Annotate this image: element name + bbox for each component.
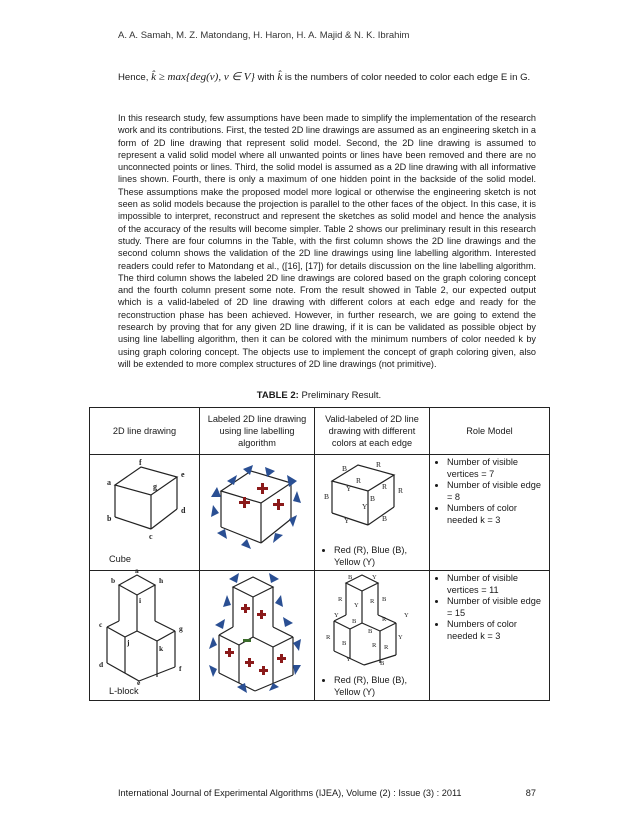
results-table (89, 407, 550, 701)
lblock-labeled-drawing (203, 573, 311, 695)
plus-icon (277, 654, 286, 663)
vertex-label: j (127, 638, 130, 647)
vertex-label: d (99, 660, 104, 669)
edge-color-label: R (398, 486, 404, 495)
formula-sentence (118, 70, 536, 85)
cube-note-edges: • Number of visible edge = 8 (447, 480, 546, 503)
arrow-icon (223, 595, 231, 607)
edge-color-label: R (372, 642, 377, 649)
lblock-colored-drawing (318, 573, 426, 667)
vertex-label: h (159, 576, 164, 585)
cube-labeled-drawing (203, 457, 311, 563)
degree-formula: k̂ ≥ max{deg(v), v ∈ V} (151, 71, 255, 83)
arrow-icon (209, 665, 217, 677)
arrow-icon (273, 533, 283, 543)
arrow-icon (283, 617, 293, 627)
edge-color-label: R (370, 598, 375, 605)
arrow-icon (293, 639, 301, 651)
table-header-row (90, 408, 550, 455)
body-paragraph: In this research study, few assumptions have been made to simplify the implementation of the research work and its contributions. First, the tested 2D line drawings are assumed as an engineering sketch in a form of 2D line drawing that represent solid model. Second, the 2D line drawing is assumed to represent a valid solid model where all unwanted points or lines have been removed and there are no unconnected points or lines. Third, the solid model is assumed as a 2D line drawing with all informative lines shown. Fourth, there is only a maximum of one hidden point in the backside of the solid model. These assumptions make the proposed model more logical or otherwise the engineering sketch is not seen as solid models because the projection is parallel to the other faces of the object. In this case, it is impossible to interpret, reconstruct and represent the sketches as solid model and hence the analysis of the accuracy of the results will become simpler. Table 2 shows our preliminary result in this research study. There are four columns in the Table, with the first column shows the 2D line drawings and the second column shows the validation of the 2D line drawings using line labelling algorithm. Interested readers could refer to Matondang et al., ([16], [17]) for details discussion on the line labelling algorithm. The third column shows the labeled 2D line drawings are colored based on the graph coloring concept and the fourth column present some note. From the result showed in Table 2, our expected output which is a valid-labeled of 2D line drawing with different colors at each edge and ready for the reconstruction phase has been achieved. However, in further research, we are going to extend the research by proving that for any given 2D line drawing, if it is can be validated as possible object by using line labelling algorithm, then it can be colored with the minimum numbers of color needed k by using graph coloring concept. The objects use to implement the concept of graph coloring given, also will be extended to more complex structures of 2D line drawings (not primitive). (118, 113, 536, 369)
page-number: 87 (525, 788, 536, 798)
header-valid-labeled: Valid-labeled of 2D line drawing with different colors at each edge (315, 408, 430, 455)
header-labeled-drawing: Labeled 2D line drawing using line labelling algorithm (200, 408, 315, 455)
minus-icon (243, 639, 251, 642)
edge-color-label: R (382, 616, 387, 623)
arrow-icon (229, 573, 239, 583)
edge-color-label: Y (362, 502, 368, 511)
cell-lblock-notes (430, 571, 550, 701)
edge-color-label: B (324, 492, 330, 501)
arrow-icons (211, 465, 301, 549)
edge-color-label: B (352, 618, 357, 625)
arrow-icon (211, 487, 221, 497)
cell-lblock-labeled (200, 571, 315, 701)
vertex-label: e (137, 678, 141, 687)
edge-color-label: R (326, 634, 331, 641)
arrow-icon (237, 683, 247, 693)
running-header: A. A. Samah, M. Z. Matondang, H. Haron, H. A. Majid & N. K. Ibrahim (118, 30, 410, 41)
edge-color-label: Y (404, 612, 409, 619)
edge-color-label: R (356, 476, 362, 485)
edge-color-label: R (376, 460, 382, 469)
vertex-label: e (181, 470, 185, 479)
edge-color-label: Y (398, 634, 403, 641)
edge-color-label: B (382, 514, 388, 523)
table-caption-label: TABLE 2: (256, 390, 299, 401)
arrow-icon (217, 529, 227, 539)
edge-color-label: Y (344, 516, 350, 525)
edge-color-label: Y (334, 612, 339, 619)
arrow-icon (241, 539, 251, 549)
header-role-model: Role Model (430, 408, 550, 455)
edge-color-label: Y (346, 656, 351, 663)
cell-cube-drawing (90, 455, 200, 571)
vertex-label: b (107, 514, 112, 523)
arrow-icon (275, 595, 283, 607)
plus-icon (225, 648, 234, 657)
plus-icon (259, 666, 268, 675)
formula-suffix: is the numbers of color needed to color each edge E in G. (284, 72, 531, 83)
edge-color-label: B (382, 596, 387, 603)
vertex-label: k (159, 644, 164, 653)
header-2d-line-drawing: 2D line drawing (90, 408, 200, 455)
edge-color-label: Y (372, 574, 377, 581)
cell-lblock-colored (315, 571, 430, 701)
edge-color-label: B (380, 660, 385, 667)
edge-color-label: B (348, 574, 353, 581)
vertex-label: a (107, 478, 111, 487)
lblock-note-vertices: • Number of visible vertices = 11 (447, 573, 546, 596)
edge-color-label: R (338, 596, 343, 603)
cell-cube-labeled (200, 455, 315, 571)
table-row-cube (90, 455, 550, 571)
footer-journal: International Journal of Experimental Algorithms (IJEA), Volume (2) : Issue (3) : 2011 (118, 788, 462, 798)
vertex-label: c (99, 620, 103, 629)
arrow-icon (293, 491, 301, 503)
cube-colors-list (324, 545, 434, 568)
cell-lblock-drawing (90, 566, 200, 701)
plus-icon (257, 483, 268, 494)
vertex-label: a (135, 566, 139, 575)
vertex-label: f (179, 664, 182, 673)
cube-colored-drawing (318, 457, 426, 535)
cube-line-drawing (93, 457, 197, 553)
arrow-icon (211, 505, 219, 517)
edge-color-label: R (384, 644, 389, 651)
vertex-label: c (149, 532, 153, 541)
khat-symbol: k̂ (277, 71, 283, 83)
arrow-icon (215, 619, 225, 629)
vertex-label: g (153, 482, 157, 491)
arrow-icon (227, 475, 237, 485)
edge-color-label: Y (354, 602, 359, 609)
cube-caption: Cube (109, 554, 131, 564)
cell-cube-colored (315, 455, 430, 571)
cube-note-colors: • Numbers of color needed k = 3 (447, 503, 546, 526)
arrow-icon (269, 573, 279, 583)
arrow-icon (293, 665, 301, 675)
plus-icon (241, 604, 250, 613)
lblock-colors-list (324, 675, 434, 698)
page-footer (118, 788, 536, 798)
vertex-label: b (111, 576, 116, 585)
lblock-colors-item: • Red (R), Blue (B), Yellow (Y) (334, 675, 434, 698)
vertex-label: g (179, 624, 183, 633)
edge-color-label: B (342, 464, 348, 473)
cube-note-vertices: • Number of visible vertices = 7 (447, 457, 546, 480)
plus-icon (257, 610, 266, 619)
vertex-label: f (139, 458, 142, 467)
cube-colors-item: • Red (R), Blue (B), Yellow (Y) (334, 545, 434, 568)
plus-icon (273, 499, 284, 510)
plus-icons (225, 604, 286, 675)
table-caption-text: Preliminary Result. (298, 390, 382, 401)
arrow-icon (209, 637, 217, 649)
edge-color-label: B (342, 640, 347, 647)
arrow-icon (289, 515, 297, 527)
edge-color-label: B (370, 494, 376, 503)
vertex-label: i (139, 596, 142, 605)
cube-notes-list (433, 457, 546, 526)
cell-cube-notes (430, 455, 550, 571)
formula-middle: with (257, 72, 278, 83)
plus-icon (245, 658, 254, 667)
edge-color-label: Y (346, 484, 352, 493)
edge-color-label: B (368, 628, 373, 635)
lblock-caption: L-block (109, 686, 139, 696)
vertex-label: d (181, 506, 186, 515)
formula-prefix: Hence, (118, 72, 152, 83)
edge-color-label: R (382, 482, 388, 491)
lblock-note-edges: • Number of visible edge = 15 (447, 596, 546, 619)
table-caption (0, 390, 638, 401)
lblock-notes-list (433, 573, 546, 642)
lblock-line-drawing (93, 566, 197, 687)
table-row-lblock (90, 571, 550, 701)
lblock-note-colors: • Numbers of color needed k = 3 (447, 619, 546, 642)
